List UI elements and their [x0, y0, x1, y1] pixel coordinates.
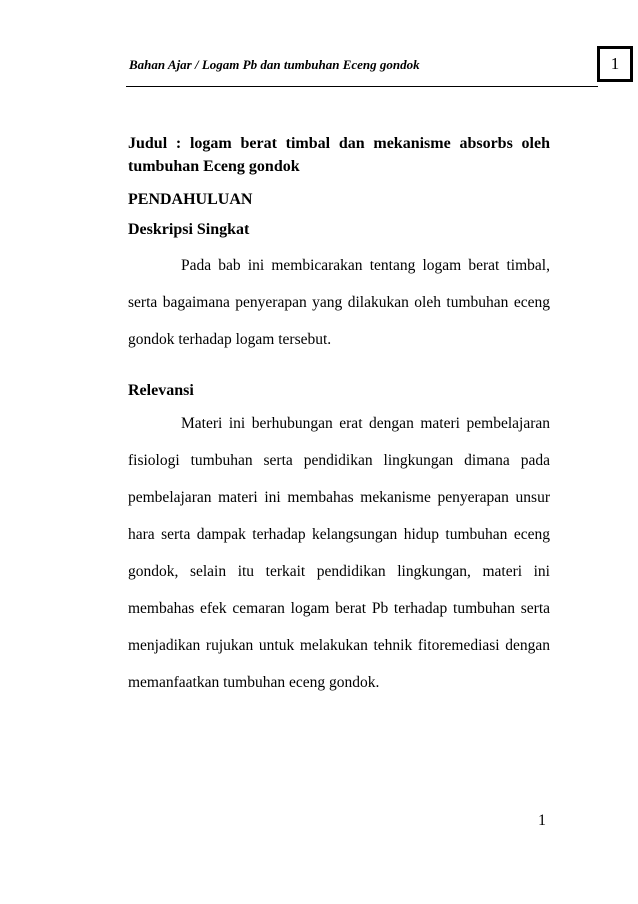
paragraph-relevansi: Materi ini berhubungan erat dengan materi pembelajaran fisiologi tumbuhan serta pendidikan lingkungan dimana pada pembelajaran materi ini membahas mekanisme penyerapan unsur hara serta dampak terhadap kelangsungan hidup tumbuhan eceng gondok, selain itu terkait pendidikan lingkungan, materi ini membahas efek cemaran logam berat Pb terhadap tumbuhan serta menjadikan rujukan untuk melakukan tehnik fitoremediasi dengan memanfaatkan tumbuhan eceng gondok. — [128, 415, 550, 691]
page-content — [128, 128, 550, 701]
subheading-relevansi: Relevansi — [128, 382, 194, 399]
document-title: Judul : logam berat timbal dan mekanisme absorbs oleh tumbuhan Eceng gondok — [128, 135, 550, 175]
paragraph-deskripsi: Pada bab ini membicarakan tentang logam berat timbal, serta bagaimana penyerapan yang dilakukan oleh tumbuhan eceng gondok terhadap logam tersebut. — [128, 257, 550, 348]
running-header: Bahan Ajar / Logam Pb dan tumbuhan Eceng gondok — [129, 57, 420, 72]
section-heading-pendahuluan: PENDAHULUAN — [128, 191, 253, 208]
subheading-deskripsi-singkat: Deskripsi Singkat — [128, 221, 250, 238]
chapter-number-box: 1 — [597, 46, 633, 82]
page-number: 1 — [538, 812, 546, 829]
header-divider — [126, 86, 598, 87]
